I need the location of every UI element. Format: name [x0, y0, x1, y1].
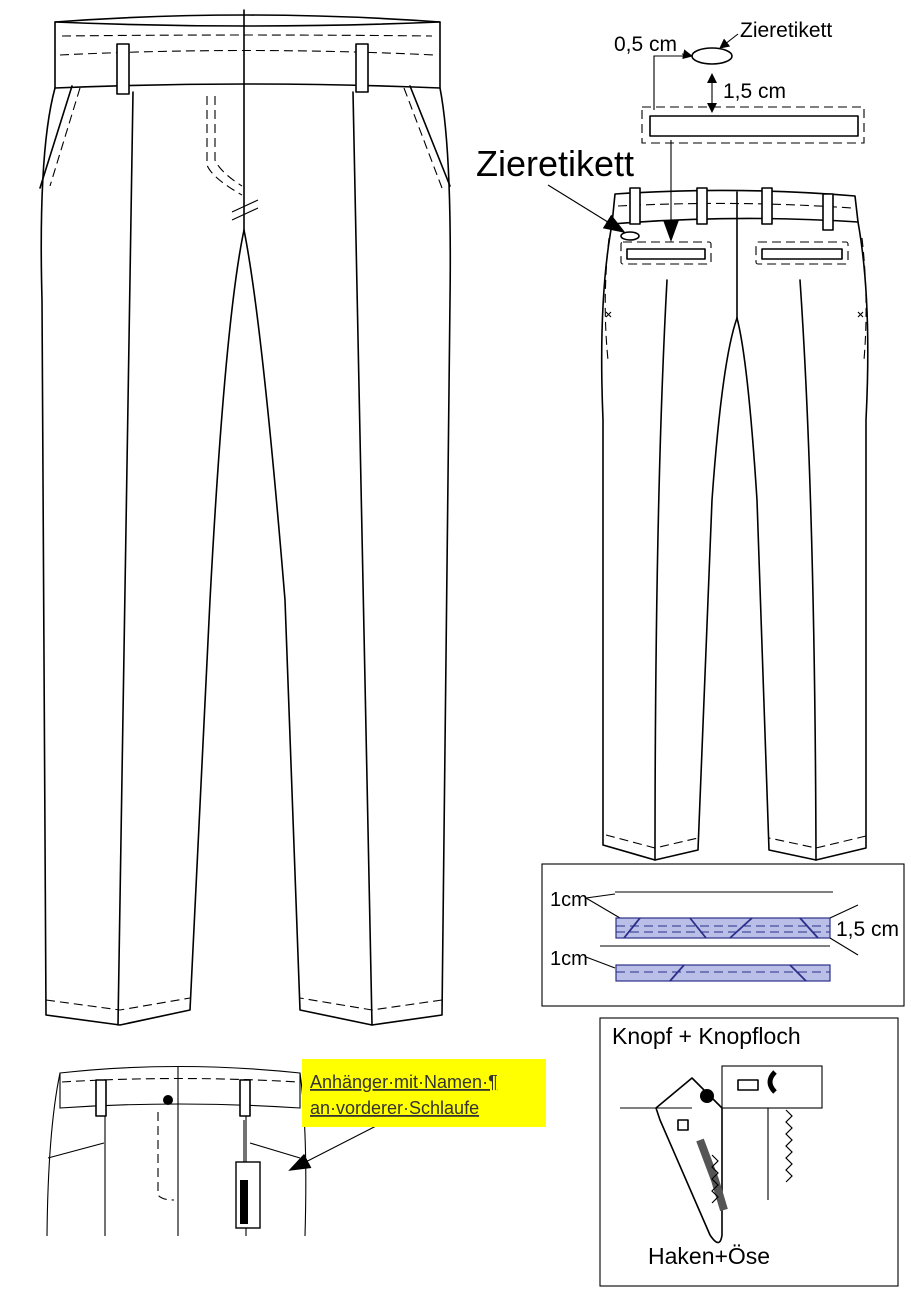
- note-line-2: an·vorderer·Schlaufe: [310, 1098, 480, 1118]
- label-zieretikett-small: Zieretikett: [740, 19, 833, 42]
- front-view-trousers: [40, 10, 450, 1025]
- note-line-1: Anhänger·mit·Namen·¶: [310, 1072, 498, 1092]
- haken-title: Haken+Öse: [648, 1243, 771, 1269]
- label-dim-1-5cm-detail: 1,5 cm: [836, 918, 900, 941]
- knopf-title: Knopf + Knopfloch: [612, 1023, 801, 1049]
- label-dim-1cm-top: 1cm: [550, 889, 588, 911]
- label-dim-1cm-bottom: 1cm: [550, 948, 588, 970]
- label-dim-0-5cm: 0,5 cm: [614, 33, 678, 56]
- label-dim-1-5cm-top: 1,5 cm: [723, 80, 787, 103]
- label-zieretikett-large: Zieretikett: [476, 143, 635, 184]
- back-view-trousers: [548, 140, 868, 860]
